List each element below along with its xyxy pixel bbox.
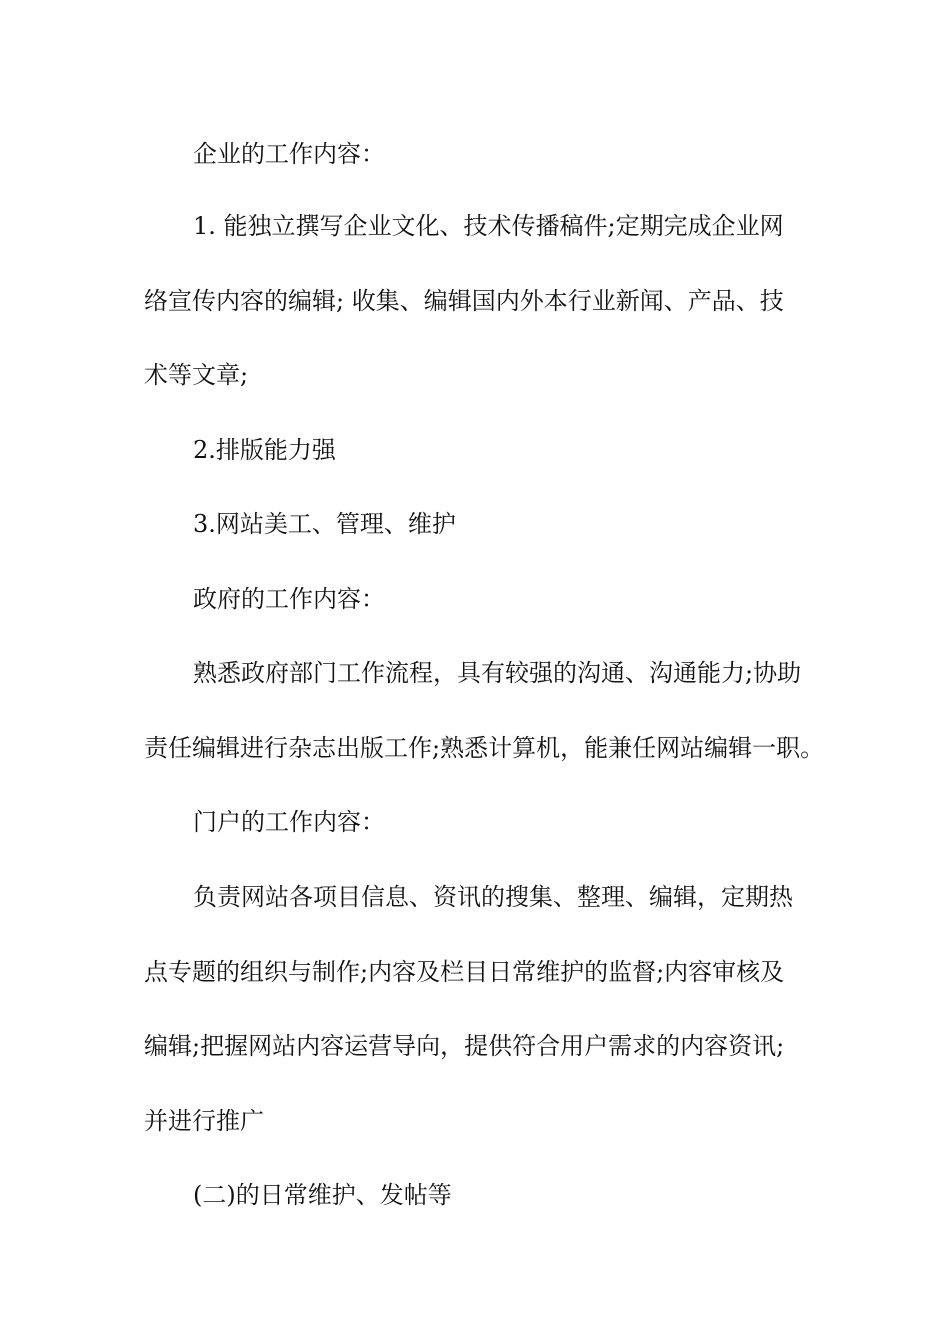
section-heading-daily-maintenance: (二)的日常维护、发帖等 xyxy=(193,1181,452,1209)
section-heading-government: 政府的工作内容： xyxy=(193,585,385,613)
paragraph-line: 并进行推广 xyxy=(144,1107,264,1135)
section-heading-portal: 门户的工作内容： xyxy=(193,808,385,836)
paragraph-line: 1. 能独立撰写企业文化、技术传播稿件;定期完成企业网 xyxy=(193,212,784,240)
list-item: 2.排版能力强 xyxy=(193,436,336,464)
paragraph-line: 编辑;把握网站内容运营导向，提供符合用户需求的内容资讯; xyxy=(144,1032,785,1060)
paragraph-line: 责任编辑进行杂志出版工作;熟悉计算机，能兼任网站编辑一职。 xyxy=(144,734,825,762)
section-heading-enterprise: 企业的工作内容： xyxy=(193,140,385,168)
list-item: 3.网站美工、管理、维护 xyxy=(193,510,456,538)
paragraph-line: 络宣传内容的编辑; 收集、编辑国内外本行业新闻、产品、技 xyxy=(144,287,784,315)
paragraph-line: 熟悉政府部门工作流程，具有较强的沟通、沟通能力;协助 xyxy=(193,659,802,687)
paragraph-line: 负责网站各项目信息、资讯的搜集、整理、编辑，定期热 xyxy=(193,883,793,911)
paragraph-line: 点专题的组织与制作;内容及栏目日常维护的监督;内容审核及 xyxy=(144,958,785,986)
paragraph-line: 术等文章; xyxy=(144,361,249,389)
